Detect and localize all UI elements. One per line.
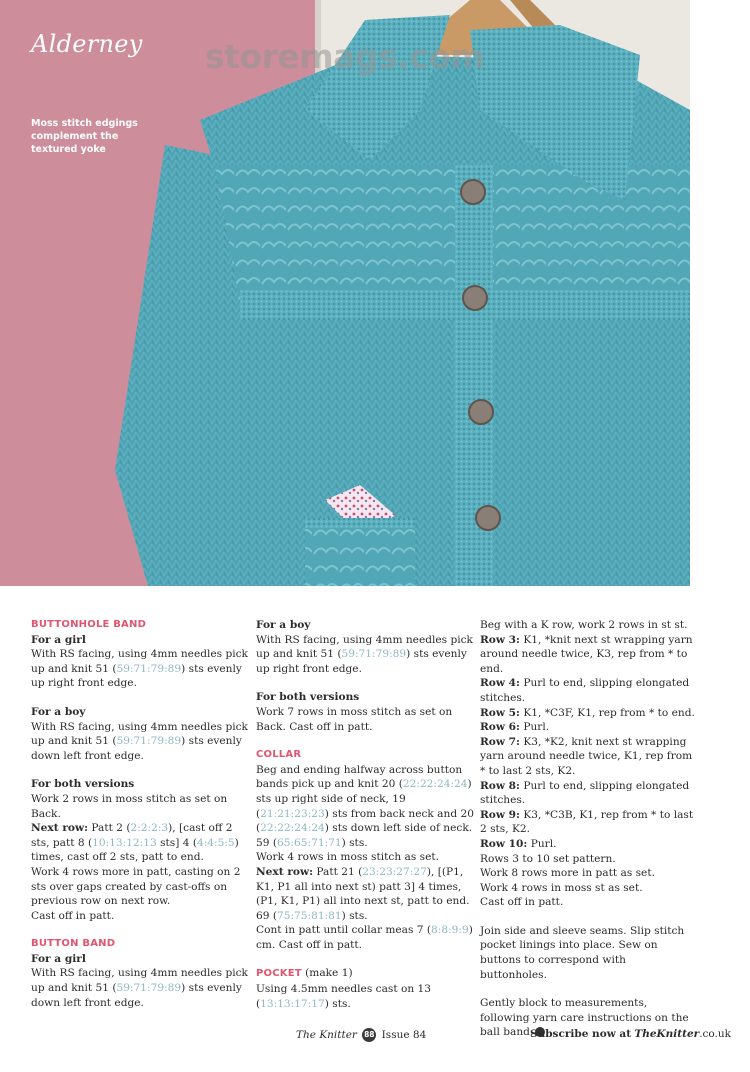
instruction: Beg and ending halfway across button bands pick up and knit 20 (22:22:24:24) sts up right side of neck, 19 (21:21:23:23) sts from back neck and 20 (22:22:24:24) sts down left side of neck. 59 (65:65:71:71) sts. [256, 763, 474, 849]
subheading: For both versions [256, 691, 360, 704]
button-4 [476, 506, 500, 530]
button-3 [469, 400, 493, 424]
row-instruction: Row 8: Purl to end, slipping elongated stitches. [480, 779, 690, 807]
instruction: Work 2 rows in moss stitch as set on Back. [31, 792, 228, 820]
footer-magazine: The Knitter 88 Issue 84 [296, 1029, 427, 1041]
instruction: Cast off in patt. [31, 909, 115, 922]
instruction: With RS facing, using 4mm needles pick up and knit 51 (59:71:79:89) sts evenly up right front edge. [31, 648, 248, 690]
instruction: Using 4.5mm needles cast on 13 (13:13:17:17) sts. [256, 983, 431, 1010]
section-heading: BUTTONHOLE BAND [31, 619, 147, 630]
photo-caption: Moss stitch edgings complement the textured yoke [31, 118, 138, 155]
row-instruction: Row 4: Purl to end, slipping elongated stitches. [480, 677, 690, 704]
page-number: 88 [362, 1028, 376, 1042]
subheading: For a girl [31, 633, 86, 646]
instruction: Join side and sleeve seams. Slip stitch pocket linings into place. Sew on buttons to correspond with buttonholes. [480, 924, 685, 981]
subheading: For both versions [31, 778, 135, 791]
subheading: For a girl [31, 952, 86, 965]
button-1 [461, 180, 485, 204]
button-2 [463, 286, 487, 310]
row-instruction: Row 3: K1, *knit next st wrapping yarn around needle twice, K3, rep from * to end. [480, 633, 693, 675]
instruction: Work 8 rows more in patt as set. [480, 867, 655, 880]
instruction: 69 (75:75:81:81) sts. [256, 909, 368, 922]
instruction: With RS facing, using 4mm needles pick up and knit 51 (59:71:79:89) sts evenly down left front edge. [31, 720, 248, 762]
text-column-3 [480, 618, 695, 1040]
instruction: Work 4 rows in moss st as set. [480, 881, 643, 894]
row-instruction: Row 7: K3, *K2, knit next st wrapping yarn around needle twice, K1, rep from * to last 2 sts, K2. [480, 735, 693, 777]
section-heading: COLLAR [256, 749, 302, 761]
subheading: For a boy [256, 619, 311, 631]
pattern-title: Alderney [31, 30, 143, 58]
instruction: Beg with a K row, work 2 rows in st st. [480, 619, 688, 631]
pocket [305, 522, 415, 586]
instruction: With RS facing, using 4mm needles pick up and knit 51 (59:71:79:89) sts evenly down left front edge. [31, 967, 248, 1009]
footer-subscribe[interactable]: Subscribe now at TheKnitter.co.uk [530, 1028, 732, 1040]
watermark: storemags.com [205, 37, 485, 76]
subheading: For a boy [31, 705, 86, 718]
instruction: Cast off in patt. [480, 896, 564, 909]
instruction: Next row: Patt 21 (23:23:27:27), [(P1, K1, P1 all into next st) patt 3] 4 times, (P1, K1, P1) all into next st, patt to end. [256, 865, 470, 908]
text-column-1 [31, 618, 253, 1010]
row-instruction: Row 10: Purl. [480, 837, 557, 850]
instruction: With RS facing, using 4mm needles pick up and knit 51 (59:71:79:89) sts evenly up right front edge. [256, 633, 473, 675]
instruction: Rows 3 to 10 set pattern. [480, 852, 616, 865]
instruction: Work 4 rows more in patt, casting on 2 sts over gaps created by cast-offs on previous row on next row. [31, 865, 241, 908]
instruction: Work 4 rows in moss stitch as set. [256, 851, 439, 864]
row-instruction: Row 9: K3, *C3B, K1, rep from * to last 2 sts, K2. [480, 808, 694, 836]
instruction: Cont in patt until collar meas 7 (8:8:9:9) cm. Cast off in patt. [256, 924, 473, 951]
pocket-heading: POCKET (make 1) [256, 967, 353, 980]
instruction: Next row: Patt 2 (2:2:2:3), [cast off 2 sts, patt 8 (10:13:12:13 sts] 4 (4:4:5:5) times, cast off 2 sts, patt to end. [31, 822, 239, 864]
instruction: Work 7 rows in moss stitch as set on Back. Cast off in patt. [256, 705, 453, 733]
text-column-2 [256, 618, 478, 1011]
row-instruction: Row 6: Purl. [480, 721, 550, 734]
instruction: Gently block to measurements, following yarn care instructions on the ball band. [480, 997, 689, 1039]
row-instruction: Row 5: K1, *C3F, K1, rep from * to end. [480, 706, 695, 719]
section-heading: BUTTON BAND [31, 938, 116, 950]
